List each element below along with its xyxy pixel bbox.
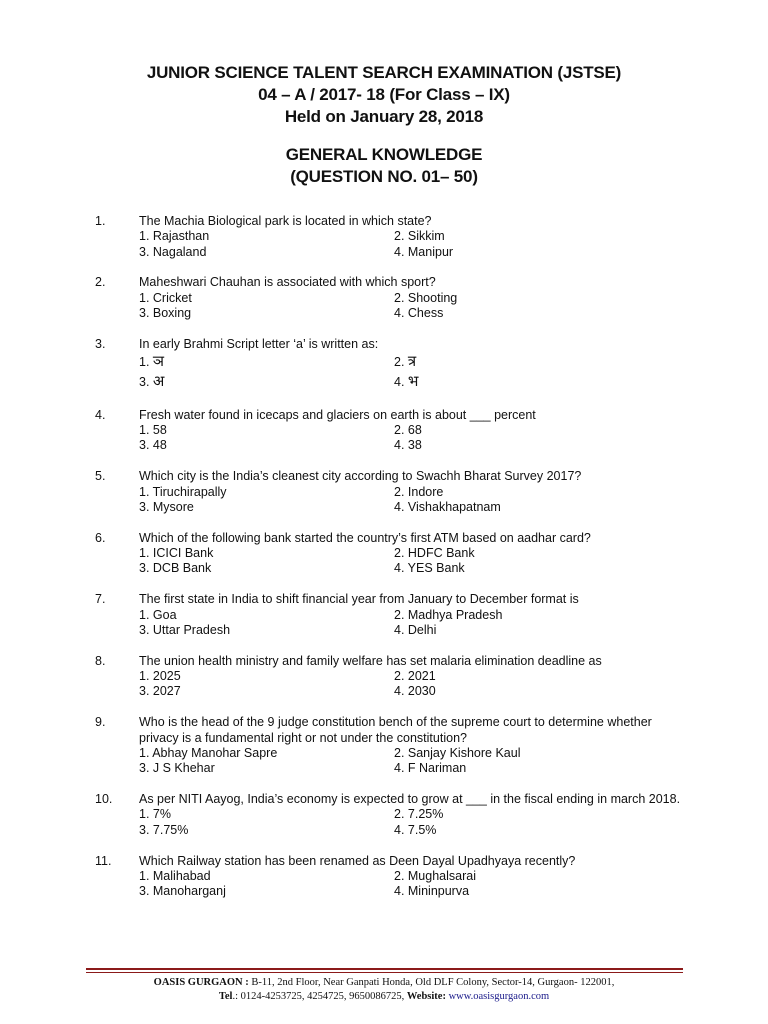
option-1: 1. Cricket [139,290,192,305]
option-1 [139,352,394,372]
footer-web-label: Website: [406,991,446,1002]
option-4: 4. Chess [394,306,444,321]
question-number: 4. [95,407,106,422]
option-4: 4. Manipur [394,244,454,259]
question-number: 10. [95,792,113,807]
option-4 [394,372,685,392]
option-3: 3. Uttar Pradesh [139,622,231,637]
footer-address: B-11, 2nd Floor, Near Ganpati Honda, Old DLF Colony, Sector-14, Gurgaon- 122001, [248,977,615,988]
exam-code: 04 – A / 2017- 18 (For Class – IX) [258,85,510,104]
question-text: The union health ministry and family welfare has set malaria elimination deadline as [139,653,602,668]
answer-options [139,608,685,639]
question-item [95,715,685,776]
option-2: 2. 7.25% [394,807,444,822]
question-list [95,214,685,915]
question-number: 11. [95,853,112,868]
option-2: 2. 2021 [394,669,436,684]
question-item [95,469,685,515]
option-1: 1. 58 [139,423,167,438]
option-4: 4. F Nariman [394,761,467,776]
question-item [95,214,685,260]
option-3: 3. DCB Bank [139,561,212,576]
option-3: 3. 7.75% [139,822,189,837]
question-number: 8. [95,653,106,668]
script-glyph: ञ [152,352,165,371]
option-number: 1. [139,355,150,370]
option-number: 2. [394,355,405,370]
question-text: Who is the head of the 9 judge constitution bench of the supreme court to determine whether privacy is a fundamental right or not under the constitution? [139,715,652,745]
question-number: 6. [95,530,106,545]
answer-options [139,869,685,900]
question-number: 3. [95,336,106,351]
option-number: 4. [394,375,405,390]
option-3: 3. Boxing [139,306,192,321]
option-4: 4. YES Bank [394,561,465,576]
option-1: 1. Malihabad [139,868,211,883]
question-item [95,337,685,392]
answer-options [139,485,685,516]
option-4: 4. Mininpurva [394,884,470,899]
question-item [95,531,685,577]
option-4: 4. 38 [394,438,422,453]
question-item [95,592,685,638]
question-item [95,854,685,900]
answer-options [139,669,685,700]
answer-options [139,291,685,322]
answer-options [139,746,685,777]
question-item [95,654,685,700]
option-2: 2. Indore [394,484,444,499]
footer-tel: .: 0124-4253725, 4254725, 9650086725, [232,991,407,1002]
option-2: 2. 68 [394,423,422,438]
question-item [95,275,685,321]
answer-options [139,423,685,454]
question-number: 9. [95,715,106,730]
question-text: The first state in India to shift financial year from January to December format is [139,592,579,607]
question-number: 5. [95,469,106,484]
option-1: 1. 2025 [139,669,181,684]
question-range: (QUESTION NO. 01– 50) [290,167,478,186]
question-text: As per NITI Aayog, India’s economy is expected to grow at ___ in the fiscal ending in march 2018. [139,792,681,807]
question-item [95,408,685,454]
question-number: 1. [95,214,106,228]
footer-address-line [0,976,768,990]
question-text: The Machia Biological park is located in which state? [139,214,432,228]
exam-title: JUNIOR SCIENCE TALENT SEARCH EXAMINATION (JSTSE) [146,63,622,82]
answer-options [139,229,685,260]
option-1: 1. Rajasthan [139,229,210,244]
option-1: 1. Abhay Manohar Sapre [139,745,278,760]
option-2: 2. Sanjay Kishore Kaul [394,745,521,760]
question-text: In early Brahmi Script letter ‘a’ is written as: [139,336,379,351]
option-1: 1. 7% [139,807,171,822]
footer-org: OASIS GURGAON : [153,977,249,988]
option-2 [394,352,685,372]
question-number: 2. [95,275,106,290]
option-2: 2. Shooting [394,290,458,305]
option-1: 1. ICICI Bank [139,546,214,561]
footer-tel-label: Tel [218,991,233,1002]
footer-contact-line [0,990,768,1004]
answer-options [139,546,685,577]
option-4: 4. 2030 [394,684,436,699]
option-4: 4. 7.5% [394,822,437,837]
script-glyph: भ [407,372,419,391]
option-3: 3. J S Khehar [139,761,215,776]
option-3: 3. 48 [139,438,167,453]
question-text: Maheshwari Chauhan is associated with which sport? [139,275,436,290]
option-3: 3. Manoharganj [139,884,226,899]
answer-options [139,807,685,838]
document-header [0,62,768,188]
option-3: 3. Nagaland [139,244,207,259]
option-2: 2. Mughalsarai [394,868,476,883]
script-glyph: अ [152,372,165,391]
question-text: Which of the following bank started the country’s first ATM based on aadhar card? [139,530,591,545]
option-2: 2. Madhya Pradesh [394,607,503,622]
option-3: 3. 2027 [139,684,181,699]
footer-divider [86,968,683,970]
question-text: Fresh water found in icecaps and glaciers on earth is about ___ percent [139,407,536,422]
option-3: 3. Mysore [139,499,194,514]
option-2: 2. Sikkim [394,229,445,244]
exam-date: Held on January 28, 2018 [284,107,484,126]
footer-website-link[interactable]: www.oasisgurgaon.com [445,991,550,1002]
option-4: 4. Vishakhapatnam [394,499,501,514]
footer-divider-thin [86,972,683,973]
question-text: Which Railway station has been renamed as Deen Dayal Upadhyaya recently? [139,853,576,868]
option-3 [139,372,394,392]
option-1: 1. Goa [139,607,177,622]
script-glyph: त्र [407,352,417,371]
option-4: 4. Delhi [394,622,437,637]
option-2: 2. HDFC Bank [394,546,475,561]
question-number: 7. [95,592,106,607]
option-number: 3. [139,375,150,390]
document-footer [0,976,768,1004]
section-title: GENERAL KNOWLEDGE [285,145,483,164]
option-1: 1. Tiruchirapally [139,484,227,499]
question-text: Which city is the India’s cleanest city according to Swachh Bharat Survey 2017? [139,469,582,484]
answer-options [139,352,685,392]
question-item [95,792,685,838]
